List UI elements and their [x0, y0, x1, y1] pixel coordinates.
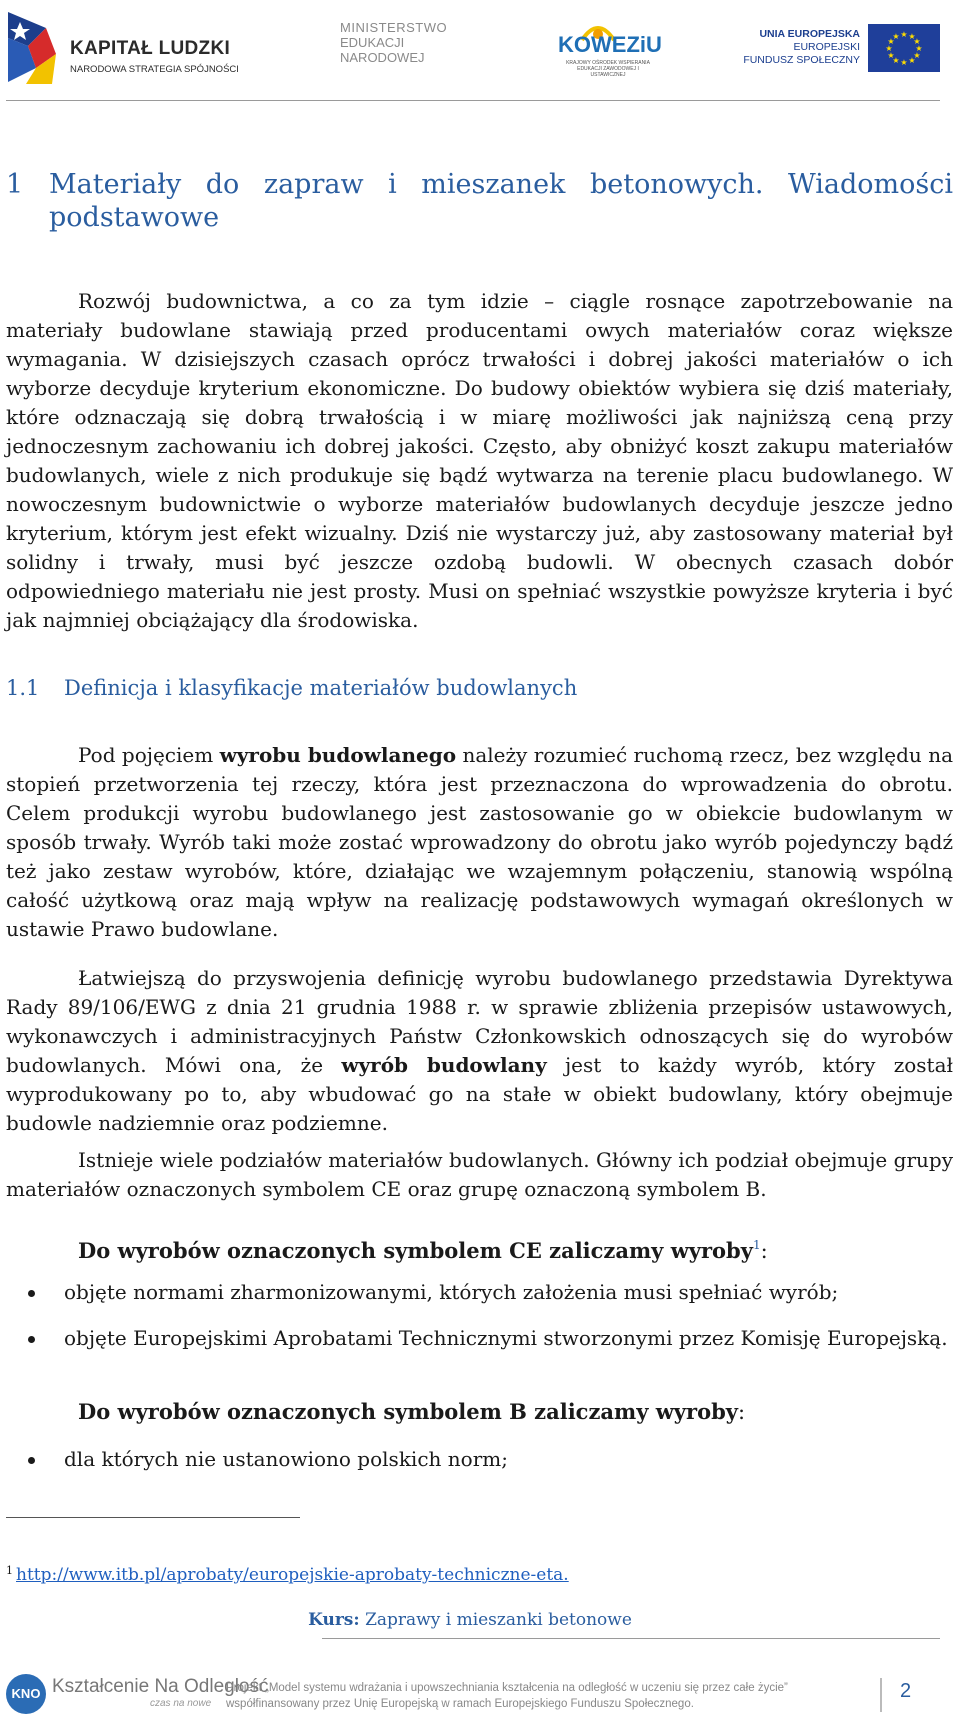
svg-text:★: ★	[913, 51, 921, 60]
list-item	[6, 1278, 953, 1307]
list-item-text: objęte Europejskimi Aprobatami Technicznymi stworzonymi przez Komisję Europejską.	[64, 1326, 948, 1350]
section-heading-1	[6, 168, 953, 234]
heading-1-1-number: 1.1	[6, 676, 40, 700]
svg-text:★: ★	[913, 37, 921, 46]
svg-text:★: ★	[887, 37, 895, 46]
section-heading-1-1	[6, 674, 577, 702]
kapital-title: KAPITAŁ LUDZKI	[70, 38, 231, 59]
definition-paragraph	[6, 741, 953, 944]
list-item-text: objęte normami zharmonizowanymi, których założenia musi spełniać wyrób;	[64, 1280, 839, 1304]
kowezu-name: KOWEZiU	[558, 32, 662, 57]
kapital-ludzki-logo	[6, 8, 246, 88]
svg-text:★: ★	[892, 56, 900, 65]
course-label: Kurs:	[308, 1610, 360, 1630]
footer-separator	[880, 1678, 882, 1712]
division-paragraph: Istnieje wiele podziałów materiałów budowlanych. Główny ich podział obejmuje grupy materiałów oznaczonych symbolem CE oraz grupę oznaczoną symbolem B.	[6, 1148, 953, 1201]
definition-bold-term: wyrobu budowlanego	[219, 743, 457, 767]
bullet-icon	[28, 1336, 35, 1343]
course-line	[0, 1610, 940, 1638]
footnote-number: 1	[6, 1564, 13, 1577]
heading-1-text: Materiały do zapraw i mieszanek betonowych. Wiadomości podstawowe	[49, 169, 953, 233]
ministry-line3: NARODOWEJ	[340, 50, 425, 65]
project-line1: Projekt „Model systemu wdrażania i upowszechniania kształcenia na odległość w uczeniu się przez całe życie”	[226, 1682, 788, 1694]
directive-bold-term: wyrób budowlany	[341, 1053, 547, 1077]
bullet-icon	[28, 1457, 35, 1464]
footnote-divider	[6, 1517, 300, 1518]
svg-text:★: ★	[900, 58, 908, 67]
heading-1-1-text: Definicja i klasyfikacje materiałów budowlanych	[64, 676, 578, 700]
footnote-link[interactable]: http://www.itb.pl/aprobaty/europejskie-aprobaty-techniczne-eta.	[16, 1565, 569, 1585]
list-item	[6, 1445, 953, 1474]
b-heading-colon: :	[737, 1400, 746, 1424]
page-footer	[0, 1660, 960, 1720]
ministry-line2: EDUKACJI	[340, 35, 405, 50]
course-divider	[322, 1638, 940, 1639]
eu-logo	[743, 22, 940, 74]
kowezu-subtitle: KRAJOWY OŚRODEK WSPIERANIA EDUKACJI ZAWODOWEJ I USTAWICZNEJ	[566, 60, 650, 78]
svg-text:★: ★	[915, 44, 923, 53]
eu-flag-icon	[868, 24, 940, 72]
svg-text:★: ★	[908, 56, 916, 65]
kno-title: Kształcenie Na Odległość	[52, 1676, 269, 1697]
header-divider	[6, 100, 940, 101]
kno-logo-icon: KNO	[6, 1674, 46, 1714]
svg-text:★: ★	[892, 32, 900, 41]
heading-1-number: 1	[6, 169, 24, 200]
directive-after: jest to każdy wyrób, który został wyprodukowany po to, aby wbudować go na stałe w obiekt budowlany, który obejmuje budowle nadziemnie oraz podziemne.	[6, 1053, 953, 1135]
bullet-icon	[28, 1290, 35, 1297]
eu-line3: FUNDUSZ SPOŁECZNY	[743, 54, 860, 66]
list-item-text: dla których nie ustanowiono polskich norm;	[64, 1447, 508, 1471]
course-name: Zaprawy i mieszanki betonowe	[365, 1610, 632, 1630]
b-group-heading	[78, 1398, 745, 1426]
kowezu-logo	[556, 20, 666, 76]
eu-text	[743, 28, 860, 67]
svg-text:★: ★	[900, 30, 908, 39]
svg-text:★: ★	[885, 44, 893, 53]
kno-subtitle: czas na nowe	[150, 1698, 212, 1709]
page-number: 2	[900, 1680, 912, 1702]
footnote-ref[interactable]: 1	[752, 1238, 761, 1252]
definition-before: Pod pojęciem	[78, 743, 220, 767]
ministry-logo	[340, 20, 460, 70]
kapital-subtitle: NARODOWA STRATEGIA SPÓJNOŚCI	[70, 64, 239, 75]
footnote	[6, 1560, 569, 1586]
b-heading-text: Do wyrobów oznaczonych symbolem B zaliczamy wyroby	[78, 1399, 738, 1424]
ce-heading-text: Do wyrobów oznaczonych symbolem CE zaliczamy wyroby	[78, 1238, 753, 1263]
definition-after: należy rozumieć ruchomą rzecz, bez względu na stopień przetworzenia tej rzeczy, która jest przeznaczona do wprowadzenia do obrotu. Celem produkcji wyrobu budowlanego jest zastosowanie go w obiekcie budowlanym w sposób trwały. Wyrób taki może zostać wprowadzony do obrotu jako wyrób pojedynczy bądź też jako zestaw wyrobów, które, działając we wzajemnym połączeniu, stanowią wspólną całość użytkową oraz mają wpływ na realizację podstawowych wymagań określonych w ustawie Prawo budowlane.	[6, 743, 953, 941]
directive-paragraph	[6, 964, 953, 1138]
directive-before: Łatwiejszą do przyswojenia definicję wyrobu budowlanego przedstawia Dyrektywa Rady 89/106/EWG z dnia 21 grudnia 1988 r. w sprawie zbliżenia przepisów ustawowych, wykonawczych i administracyjnych Państw Członkowskich odnoszących się do wyrobów budowlanych. Mówi ona, że	[6, 966, 953, 1077]
svg-text:★: ★	[887, 51, 895, 60]
intro-paragraph: Rozwój budownictwa, a co za tym idzie – ciągle rosnące zapotrzebowanie na materiały budowlane stawiają przed producentami owych materiałów coraz większe wymagania. W dzisiejszych czasach oprócz trwałości i dobrej jakości materiałów o ich wyborze decyduje kryterium ekonomiczne. Do budowy obiektów wybiera się dziś materiały, które odznaczają się dobrą trwałością i w miarę możliwości jak najniższą ceną przy jednoczesnym zachowaniu ich dobrej jakości. Często, aby obniżyć koszt zakupu materiałów budowlanych, wiele z nich produkuje się bądź wytwarza na terenie placu budowlanego. W nowoczesnym budownictwie o wyborze materiałów budowlanych decyduje jeszcze jedno kryterium, którym jest efekt wizualny. Dziś nie wystarczy już, aby zastosowany materiał był solidny i trwały, musi być jeszcze ozdobą budowli. W obecnych czasach dobór odpowiedniego materiału nie jest prosty. Musi on spełniać wszystkie powyższe kryteria i być jak najmniej obciążający dla środowiska.	[6, 289, 953, 632]
ce-group-heading	[78, 1231, 768, 1265]
list-item	[6, 1324, 953, 1353]
eu-line2: EUROPEJSKI	[793, 41, 860, 53]
svg-text:★: ★	[908, 32, 916, 41]
ministry-line1: MINISTERSTWO	[340, 20, 448, 35]
project-info	[226, 1680, 788, 1712]
kapital-ludzki-emblem-icon	[6, 8, 64, 86]
eu-line1: UNIA EUROPEJSKA	[759, 28, 860, 40]
ce-heading-colon: :	[760, 1239, 768, 1263]
project-line2: współfinansowany przez Unię Europejską w ramach Europejskiego Funduszu Społecznego.	[226, 1698, 694, 1710]
page-header	[0, 0, 940, 102]
